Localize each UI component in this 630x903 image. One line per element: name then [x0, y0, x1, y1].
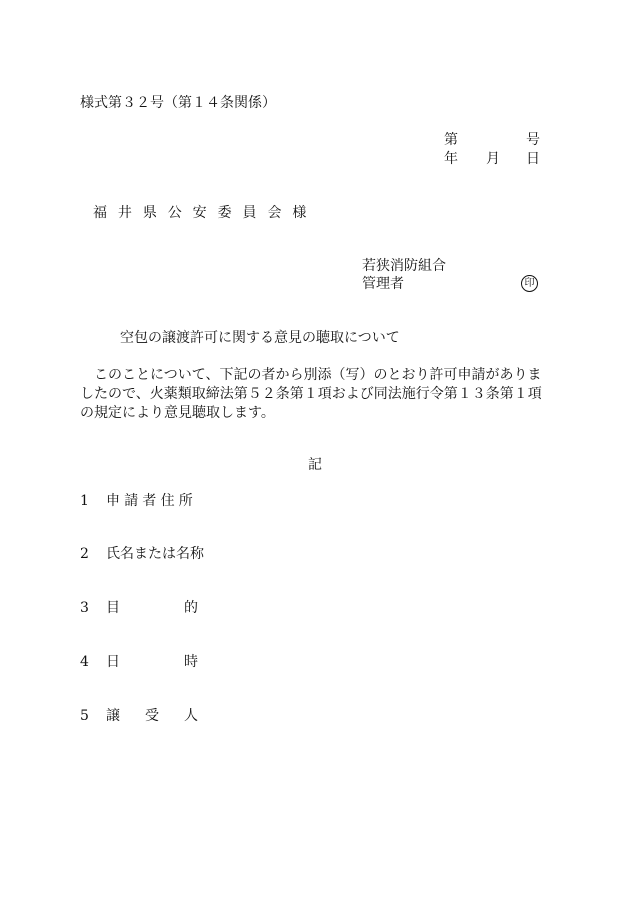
- sender-title: 管理者: [362, 276, 404, 292]
- item-label-transferee-b: 受: [145, 708, 159, 724]
- body-paragraph: このことについて、下記の者から別添（写）のとおり許可申請がありましたので、火薬類取締法第５２条第１項および同法施行令第１３条第１項の規定により意見聴取します。: [80, 367, 542, 421]
- date-year: 年: [444, 151, 458, 167]
- number-suffix: 号: [526, 132, 540, 148]
- item-label-transferee-c: 人: [184, 708, 198, 724]
- subject-line: 空包の譲渡許可に関する意見の聴取について: [120, 330, 400, 346]
- sender-organization: 若狭消防組合: [362, 258, 446, 274]
- item-label-purpose-a: 目: [106, 600, 120, 616]
- form-label: 様式第３２号（第１４条関係）: [80, 95, 276, 111]
- item-number: 3: [80, 600, 89, 616]
- addressee: 福井県公安委員会様: [93, 205, 318, 221]
- item-label-datetime-b: 時: [184, 654, 198, 670]
- item-number: 4: [80, 654, 89, 670]
- item-number: 1: [80, 493, 89, 509]
- seal-mark: 印: [521, 275, 538, 292]
- item-label-purpose-b: 的: [184, 600, 198, 616]
- number-prefix: 第: [444, 132, 458, 148]
- date-month: 月: [486, 151, 500, 167]
- item-label-applicant-address: 申請者住所: [106, 493, 197, 509]
- ki-heading: 記: [308, 457, 322, 473]
- item-label-transferee-a: 譲: [106, 708, 120, 724]
- date-day: 日: [526, 151, 540, 167]
- item-number: 5: [80, 708, 89, 724]
- item-number: 2: [80, 546, 89, 562]
- item-label-datetime-a: 日: [106, 654, 120, 670]
- item-label-name: 氏名または名称: [106, 546, 204, 562]
